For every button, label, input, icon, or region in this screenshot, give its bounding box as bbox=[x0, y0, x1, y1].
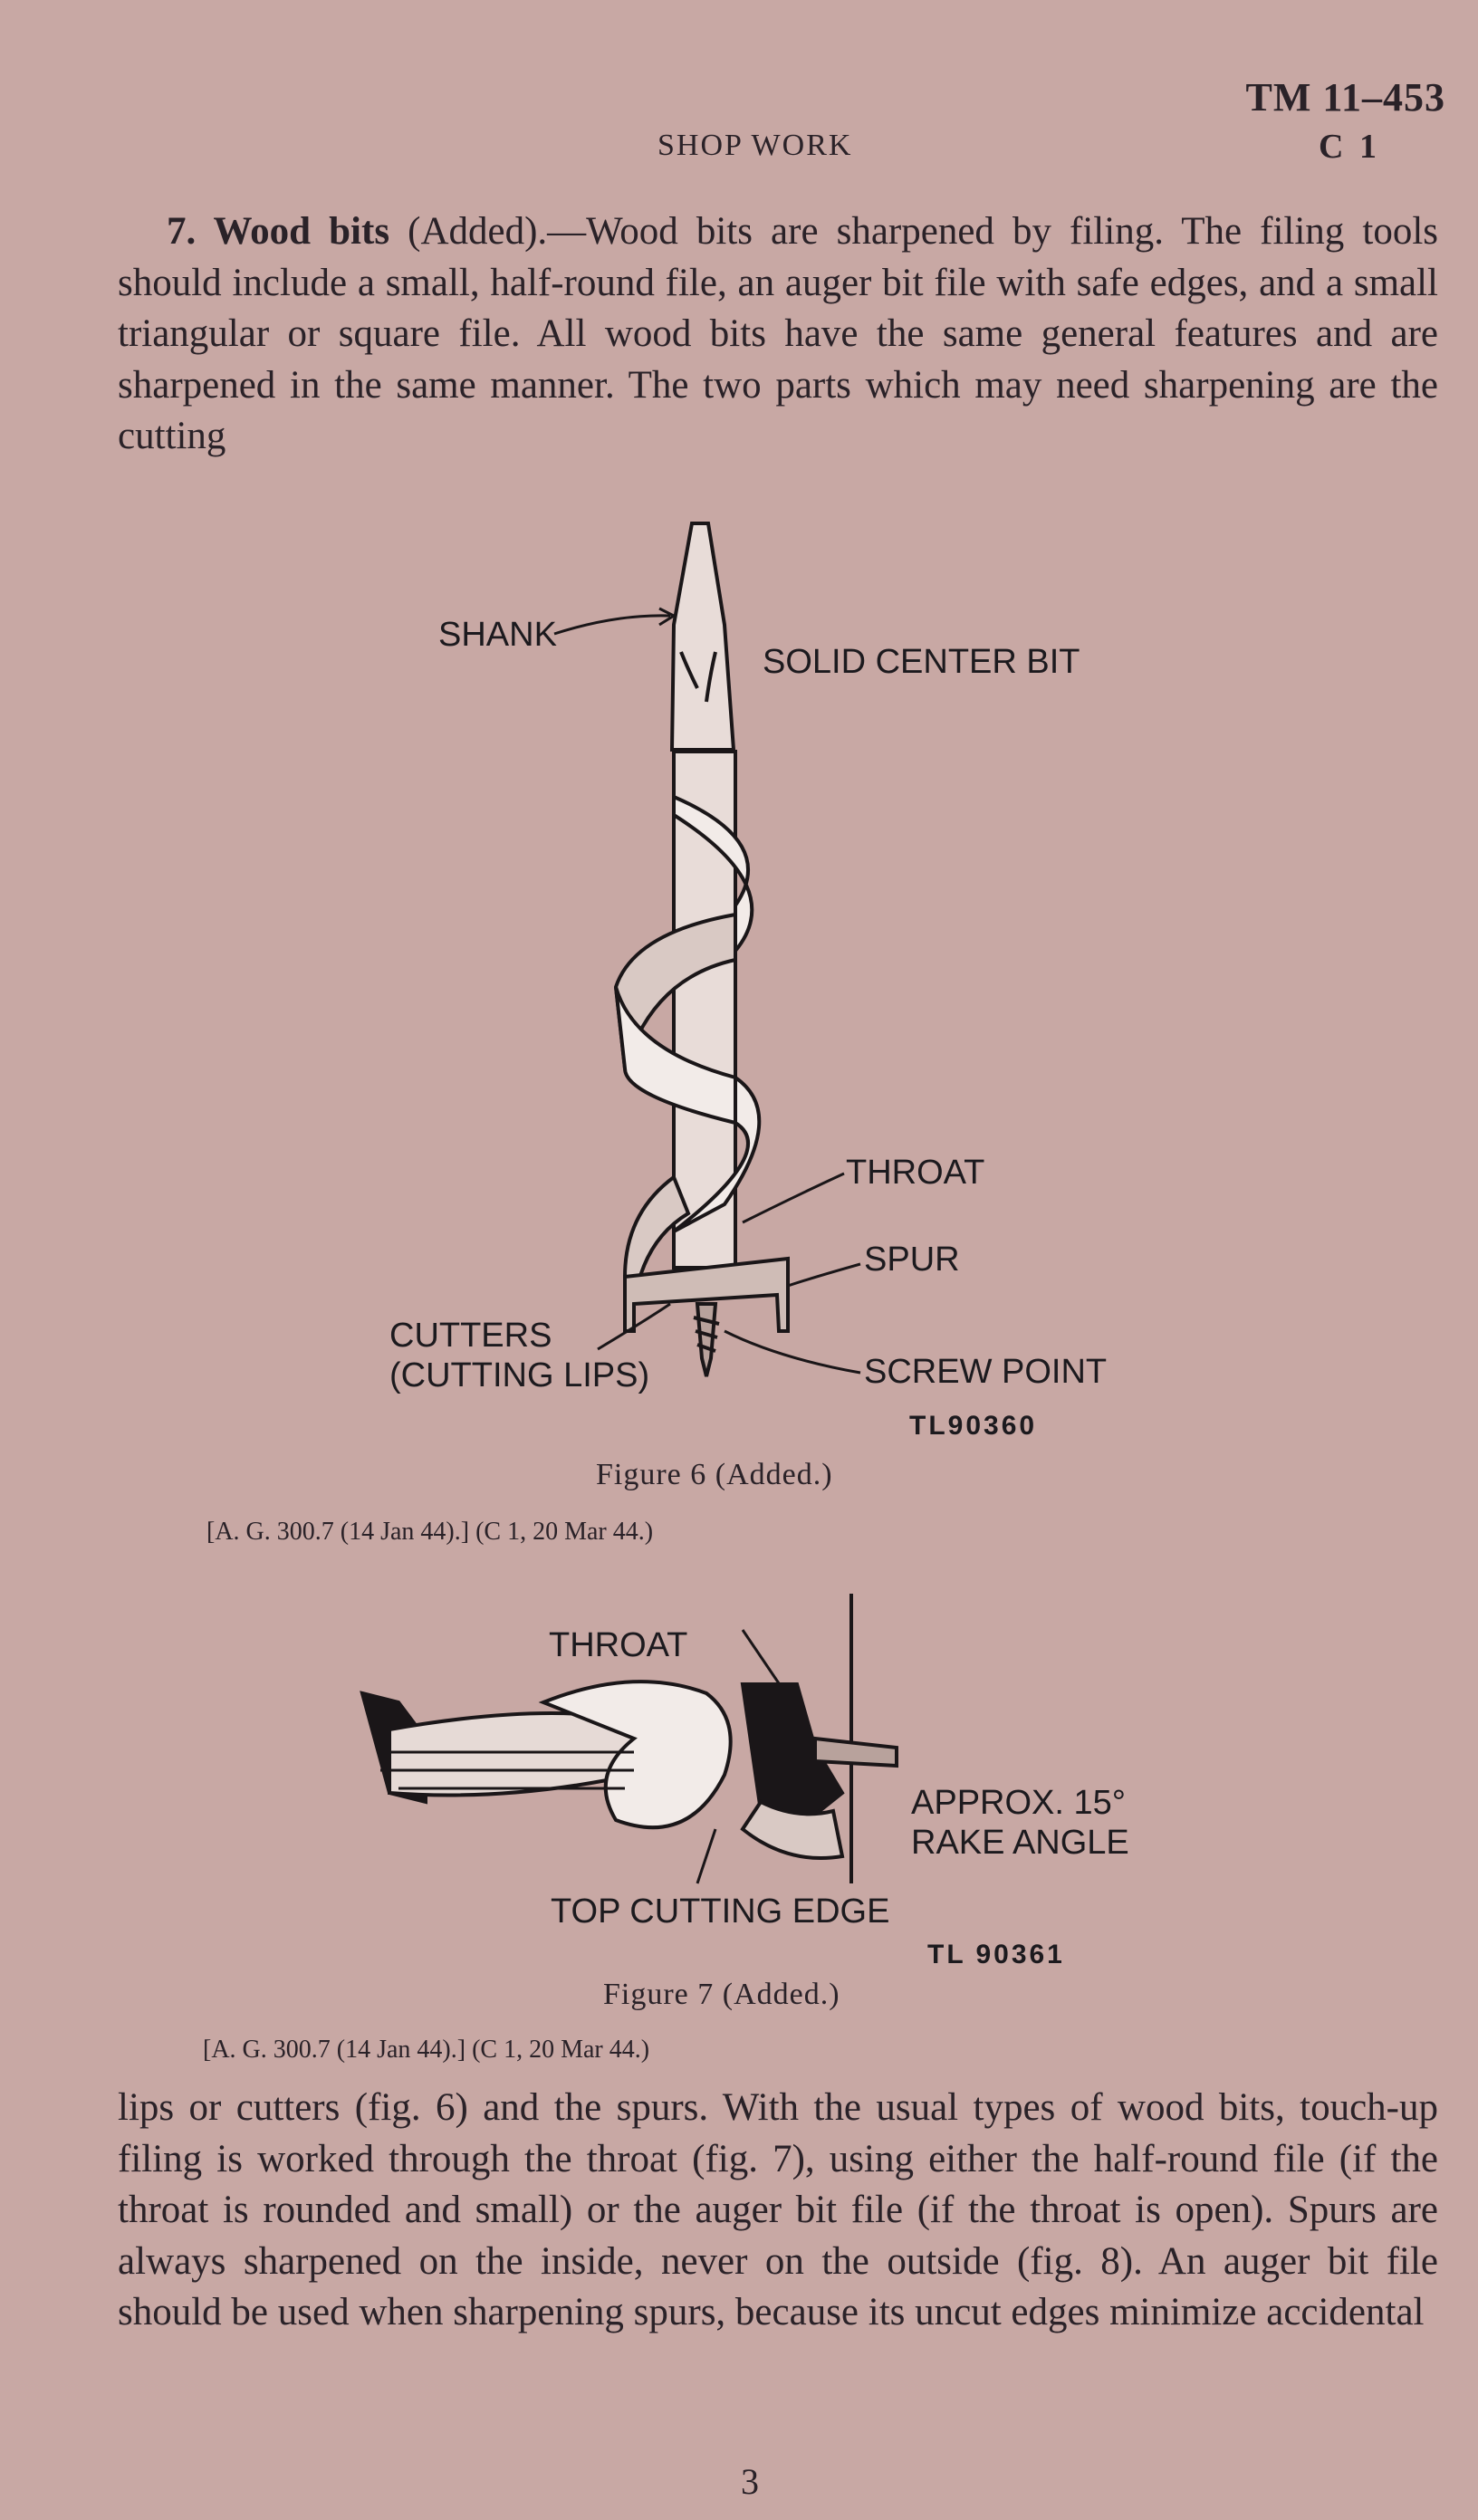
label-screw-point: SCREW POINT bbox=[864, 1353, 1108, 1391]
label-cutters: CUTTERS bbox=[389, 1317, 552, 1355]
paragraph-lead: 7. Wood bits bbox=[167, 210, 390, 253]
paragraph-continuation: lips or cutters (fig. 6) and the spurs. With the usual types of wood bits, touch-up filing is worked through the throat (fig. 7), using either the half-round file (if the throat is rounded and small) or the auger bit file (if the throat is open). Spurs are always sharpened on the inside, never on the outside (fig. 8). An auger bit file should be used when sharpening spurs, because its uncut edges minimize accidental bbox=[118, 2086, 1438, 2333]
label-rake-angle: RAKE ANGLE bbox=[911, 1824, 1129, 1862]
label-cutting-lips: (CUTTING LIPS) bbox=[389, 1356, 650, 1394]
change-number: C 1 bbox=[1319, 128, 1380, 166]
page-number: 3 bbox=[741, 2461, 759, 2502]
figure-7-caption: Figure 7 (Added.) bbox=[603, 1978, 840, 2011]
label-throat: THROAT bbox=[846, 1154, 985, 1192]
label-solid-center-bit: SOLID CENTER BIT bbox=[763, 643, 1080, 681]
label-spur: SPUR bbox=[864, 1241, 960, 1279]
figure-6-citation: [A. G. 300.7 (14 Jan 44).] (C 1, 20 Mar 44.) bbox=[206, 1518, 654, 1546]
label-throat-fig7: THROAT bbox=[549, 1626, 688, 1664]
figure-6-caption: Figure 6 (Added.) bbox=[596, 1458, 833, 1491]
paragraph-text: (Added).—Wood bits are sharpened by filing. The filing tools should include a small, half-round file, an auger bit file with safe edges, and a small triangular or square file. All wood bits have the same general features and are sharpened in the same manner. The two parts which may need sharpening are the cutting bbox=[118, 210, 1438, 457]
label-top-cutting-edge: TOP CUTTING EDGE bbox=[551, 1892, 890, 1931]
running-header-title: SHOP WORK bbox=[657, 129, 853, 162]
figure-6-solid-center-bit-illustration bbox=[0, 507, 1478, 1413]
document-code: TM 11–453 bbox=[1245, 75, 1445, 120]
figure-7-citation: [A. G. 300.7 (14 Jan 44).] (C 1, 20 Mar 44.) bbox=[203, 2036, 650, 2064]
label-shank: SHANK bbox=[438, 616, 557, 654]
figure-7-code: TL 90361 bbox=[927, 1940, 1065, 1969]
paragraph-wood-bits bbox=[118, 206, 1438, 463]
label-rake-approx: APPROX. 15° bbox=[911, 1784, 1126, 1822]
figure-6-code: TL90360 bbox=[909, 1411, 1038, 1441]
